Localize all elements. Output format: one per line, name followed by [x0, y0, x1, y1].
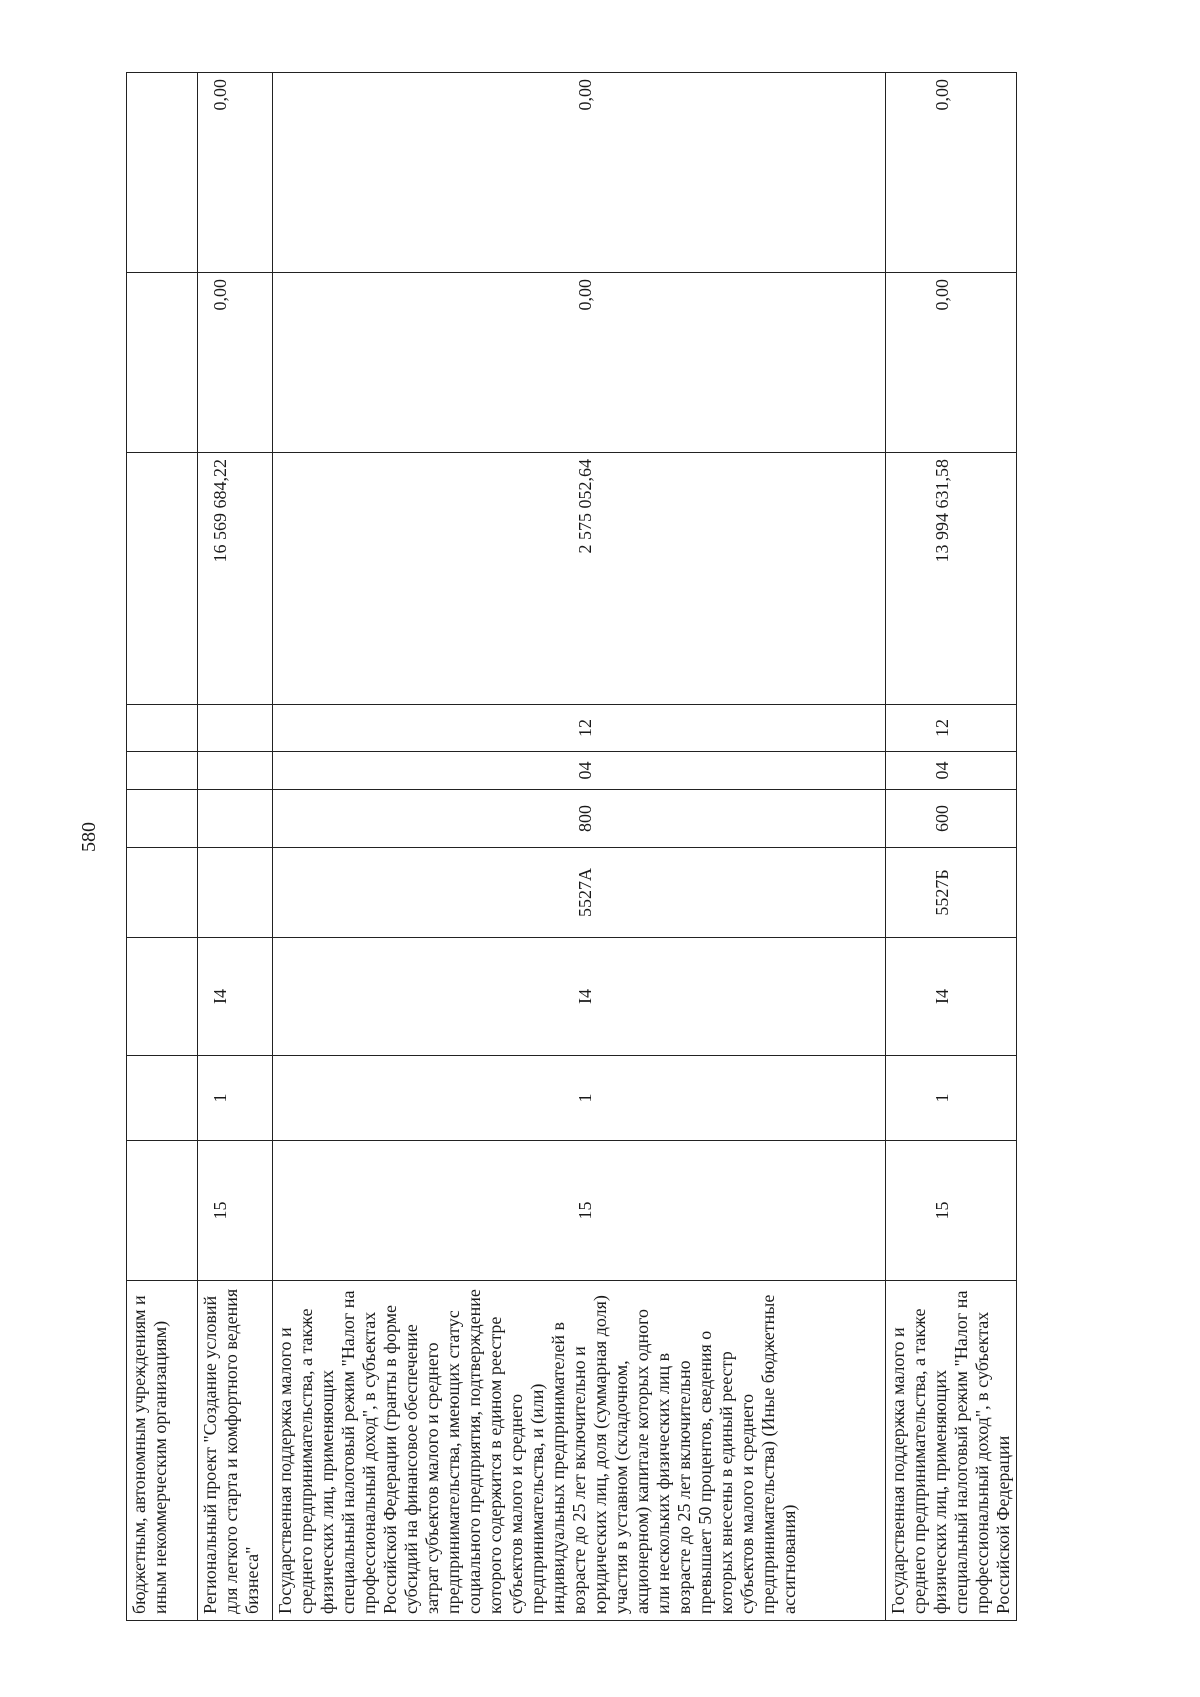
amount-cell — [127, 453, 198, 705]
amount-cell — [886, 73, 1017, 273]
code-value: 12 — [932, 719, 952, 737]
row-name: бюджетным, автономным учреждениям и иным некоммерческим организациям) — [129, 1295, 170, 1614]
amount-cell — [886, 273, 1017, 453]
code-cell — [198, 790, 273, 848]
amount-value: 13 994 631,58 — [932, 459, 952, 563]
table-row — [886, 73, 1017, 1621]
amount-cell — [273, 453, 886, 705]
code-cell — [886, 790, 1017, 848]
code-cell — [198, 752, 273, 790]
code-cell — [886, 1056, 1017, 1141]
amount-value: 0,00 — [575, 279, 595, 311]
code-cell — [127, 848, 198, 938]
code-cell — [127, 790, 198, 848]
amount-value: 0,00 — [575, 79, 595, 111]
table-row — [127, 73, 198, 1621]
amount-value: 0,00 — [210, 79, 230, 111]
row-name-cell — [886, 1281, 1017, 1621]
table-row — [198, 73, 273, 1621]
code-value: 5527Б — [932, 869, 952, 916]
amount-cell — [198, 453, 273, 705]
row-name: Государственная поддержка малого и среднего предпринимательства, а также физических лиц, применяющих специальный налоговый режим "Налог на профессиональный доход", в субъектах Российской Федерации (гранты в форме субсидий на финансовое обеспечение затрат субъектов малого и среднего предпринимательства, имеющих статус социального предприятия, подтверждение которого содержится в едином реестре субъектов малого и среднего предпринимательства, и (или) индивидуальных предпринимателей в возрасте до 25 лет включительно и юридических лиц, доля (суммарная доля) участия в уставном (складочном, акционерном) капитале которых одного или нескольких физических лиц в возрасте до 25 лет включительно превышает 50 процентов, сведения о которых внесены в единый реестр субъектов малого и среднего предпринимательства) (Иные бюджетные ассигнования) — [275, 1289, 799, 1614]
code-value: 1 — [575, 1093, 595, 1103]
code-value: 600 — [932, 805, 952, 832]
code-cell — [127, 752, 198, 790]
row-name-cell — [198, 1281, 273, 1621]
row-name: Региональный проект "Создание условий для легкого старта и комфортного ведения бизнеса" — [200, 1288, 262, 1614]
code-value: I4 — [575, 989, 595, 1004]
code-value: 15 — [575, 1201, 595, 1220]
amount-cell — [127, 273, 198, 453]
amount-cell — [198, 273, 273, 453]
table-row — [273, 73, 886, 1621]
amount-cell — [273, 73, 886, 273]
code-cell — [886, 705, 1017, 752]
code-cell — [127, 938, 198, 1056]
amount-value: 16 569 684,22 — [210, 459, 230, 563]
amount-cell — [198, 73, 273, 273]
amount-value: 0,00 — [932, 79, 952, 111]
code-value: 15 — [932, 1201, 952, 1220]
row-name: Государственная поддержка малого и среднего предпринимательства, а также физических лиц, применяющих специальный налоговый режим "Налог на профессиональный доход", в субъектах Российской Федерации — [888, 1290, 1013, 1614]
code-cell — [273, 1056, 886, 1141]
rotated-page — [0, 77, 1120, 1697]
row-name-cell — [273, 1281, 886, 1621]
amount-value: 0,00 — [210, 279, 230, 311]
amount-cell — [273, 273, 886, 453]
code-cell — [273, 938, 886, 1056]
code-cell — [273, 705, 886, 752]
row-name-cell — [127, 1281, 198, 1621]
budget-table — [126, 72, 1017, 1621]
code-cell — [886, 848, 1017, 938]
code-value: 15 — [210, 1201, 230, 1220]
code-value: 5527А — [575, 868, 595, 917]
code-value: I4 — [932, 989, 952, 1004]
code-cell — [198, 938, 273, 1056]
code-cell — [273, 752, 886, 790]
code-cell — [886, 1141, 1017, 1281]
code-cell — [273, 1141, 886, 1281]
code-cell — [886, 938, 1017, 1056]
code-value: 800 — [575, 805, 595, 832]
code-value: 1 — [210, 1093, 230, 1103]
code-cell — [198, 848, 273, 938]
amount-value: 2 575 052,64 — [575, 459, 595, 554]
code-cell — [273, 848, 886, 938]
amount-cell — [127, 73, 198, 273]
code-value: I4 — [210, 989, 230, 1004]
code-value: 1 — [932, 1093, 952, 1103]
code-cell — [127, 705, 198, 752]
amount-value: 0,00 — [932, 279, 952, 311]
code-value: 04 — [575, 761, 595, 780]
amount-cell — [886, 453, 1017, 705]
code-cell — [198, 1141, 273, 1281]
code-cell — [198, 1056, 273, 1141]
code-cell — [886, 752, 1017, 790]
code-value: 04 — [932, 761, 952, 780]
page-number: 580 — [78, 822, 100, 852]
code-cell — [127, 1056, 198, 1141]
code-cell — [127, 1141, 198, 1281]
code-cell — [198, 705, 273, 752]
code-value: 12 — [575, 719, 595, 737]
code-cell — [273, 790, 886, 848]
